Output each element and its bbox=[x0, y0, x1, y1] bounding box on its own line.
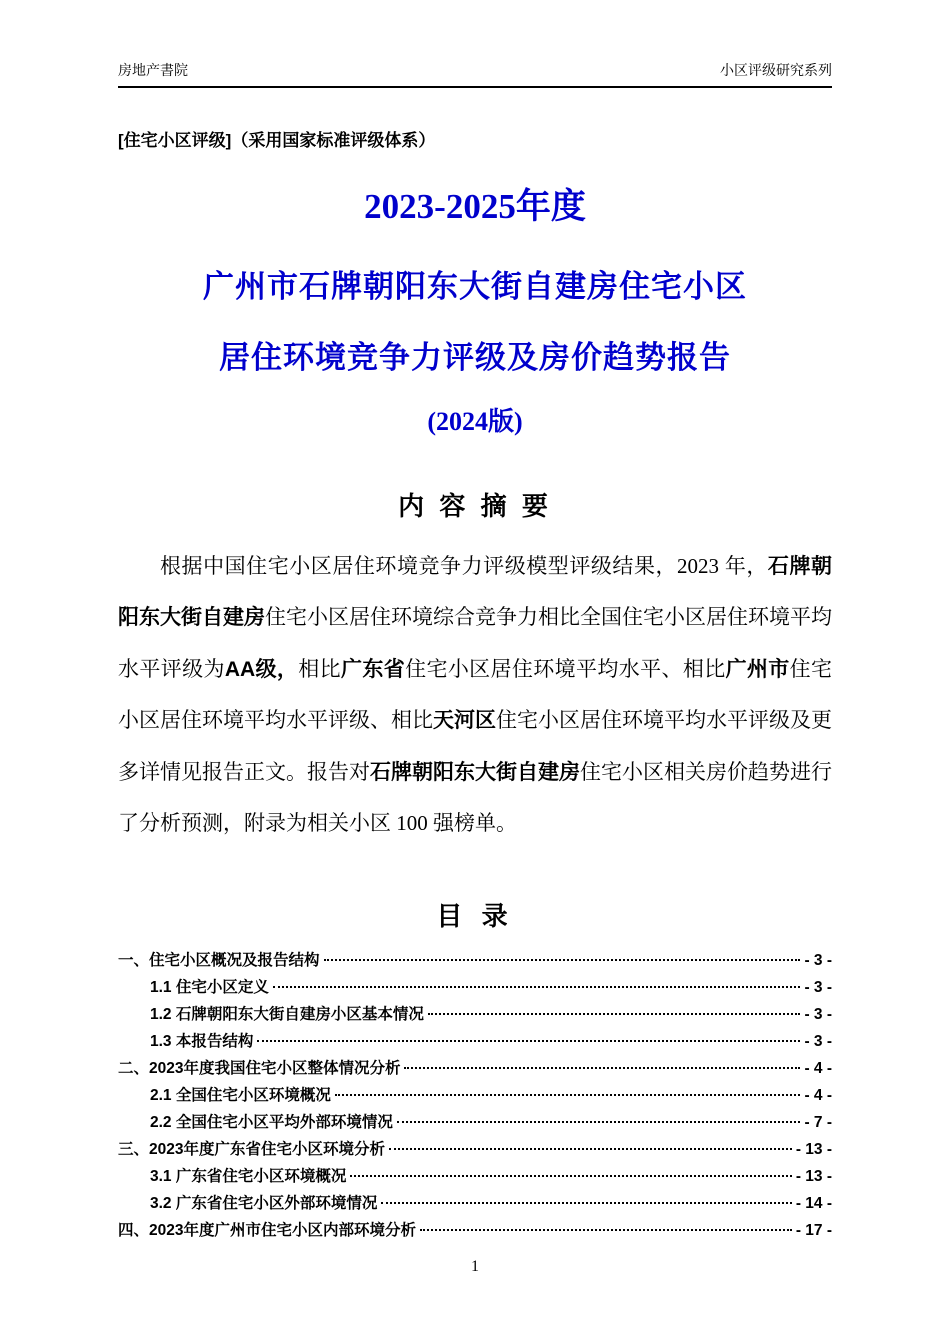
toc-item-page: - 13 - bbox=[795, 1167, 832, 1185]
abstract-text: 住宅小区相关房价趋势进行了分析预测，附录为相关小区 100 强榜单。 bbox=[118, 759, 832, 836]
abstract-text: 住宅小区居住环境平均水平评级及更多详情见报告正文。报告对 bbox=[118, 708, 832, 784]
toc-dot-leader bbox=[257, 1040, 800, 1042]
toc-item-page: - 14 - bbox=[795, 1194, 832, 1212]
toc-item-label: 1.1 住宅小区定义 bbox=[150, 978, 269, 996]
rating-system-tagline: [住宅小区评级]（采用国家标准评级体系） bbox=[118, 131, 436, 150]
abstract-paragraph bbox=[118, 541, 832, 850]
toc-item-page: - 7 - bbox=[804, 1113, 832, 1131]
toc-dot-leader bbox=[420, 1229, 792, 1231]
toc-item[interactable] bbox=[118, 1109, 832, 1136]
toc-dot-leader bbox=[404, 1067, 800, 1069]
abstract-text: 相比 bbox=[298, 656, 341, 681]
abstract-emphasis-text: 石牌朝阳东大街自建房 bbox=[118, 555, 833, 630]
toc-item-label: 2.2 全国住宅小区平均外部环境情况 bbox=[150, 1113, 393, 1131]
toc-item[interactable] bbox=[118, 1190, 832, 1217]
abstract-emphasis-text: AA级， bbox=[224, 657, 299, 681]
toc-dot-leader bbox=[389, 1148, 792, 1150]
abstract-emphasis-text: 石牌朝阳东大街自建房 bbox=[370, 760, 580, 784]
toc-item-page: - 3 - bbox=[804, 1032, 832, 1050]
report-title-block bbox=[118, 179, 832, 438]
toc-item[interactable] bbox=[118, 1028, 832, 1055]
toc-dot-leader bbox=[324, 959, 801, 961]
header-left-text: 房地产書院 bbox=[118, 64, 188, 79]
title-year-range: 2023-2025年度 bbox=[364, 187, 586, 226]
toc-dot-leader bbox=[335, 1094, 801, 1096]
page-number: 1 bbox=[471, 1258, 479, 1275]
toc-item-page: - 4 - bbox=[804, 1059, 832, 1077]
abstract-text: 住宅小区居住环境平均水平、相比 bbox=[405, 656, 726, 681]
toc-dot-leader bbox=[381, 1202, 791, 1204]
toc-item-page: - 13 - bbox=[795, 1140, 832, 1158]
toc-item[interactable] bbox=[118, 974, 832, 1001]
toc-dot-leader bbox=[397, 1121, 801, 1123]
toc-item-page: - 3 - bbox=[804, 978, 832, 996]
abstract-emphasis-text: 广东省 bbox=[341, 657, 406, 681]
toc-item[interactable] bbox=[118, 1163, 832, 1190]
toc-item[interactable] bbox=[118, 947, 832, 974]
abstract-text: 住宅小区居住环境平均水平评级、相比 bbox=[118, 656, 833, 733]
toc-item[interactable] bbox=[118, 1136, 832, 1163]
toc-item-page: - 17 - bbox=[795, 1221, 832, 1239]
header-right-text: 小区评级研究系列 bbox=[720, 64, 832, 79]
toc-item[interactable] bbox=[118, 1001, 832, 1028]
abstract-text: 根据中国住宅小区居住环境竞争力评级模型评级结果，2023 年， bbox=[160, 554, 768, 578]
toc-item[interactable] bbox=[118, 1082, 832, 1109]
abstract-text: 住宅小区居住环境综合竞争力相比全国住宅小区居住环境平均水平评级为 bbox=[118, 605, 832, 681]
toc-list bbox=[118, 947, 832, 1244]
title-line-community: 广州市石牌朝阳东大街自建房住宅小区 bbox=[203, 269, 747, 304]
toc-item-label: 2.1 全国住宅小区环境概况 bbox=[150, 1086, 331, 1104]
title-edition: (2024版) bbox=[427, 407, 523, 436]
toc-dot-leader bbox=[428, 1013, 801, 1015]
toc-item-label: 3.2 广东省住宅小区外部环境情况 bbox=[150, 1194, 378, 1212]
toc-heading: 目 录 bbox=[436, 900, 514, 931]
toc-item-label: 二、2023年度我国住宅小区整体情况分析 bbox=[118, 1059, 401, 1077]
toc-item-page: - 3 - bbox=[804, 951, 832, 969]
toc-dot-leader bbox=[350, 1175, 791, 1177]
abstract-heading: 内 容 摘 要 bbox=[398, 491, 552, 521]
title-line-report: 居住环境竞争力评级及房价趋势报告 bbox=[219, 340, 731, 375]
toc-item[interactable] bbox=[118, 1055, 832, 1082]
toc-item-label: 四、2023年度广州市住宅小区内部环境分析 bbox=[118, 1221, 416, 1239]
toc-item-label: 3.1 广东省住宅小区环境概况 bbox=[150, 1167, 347, 1185]
toc-item-label: 1.2 石牌朝阳东大街自建房小区基本情况 bbox=[150, 1005, 424, 1023]
toc-item-label: 三、2023年度广东省住宅小区环境分析 bbox=[118, 1140, 385, 1158]
page-header bbox=[118, 60, 832, 88]
toc-item-label: 1.3 本报告结构 bbox=[150, 1032, 254, 1050]
toc-item-label: 一、住宅小区概况及报告结构 bbox=[118, 951, 320, 969]
toc-item[interactable] bbox=[118, 1217, 832, 1244]
page-footer bbox=[0, 1258, 950, 1276]
toc-item-page: - 4 - bbox=[804, 1086, 832, 1104]
toc-dot-leader bbox=[273, 986, 801, 988]
abstract-emphasis-text: 广州市 bbox=[725, 657, 790, 681]
toc-item-page: - 3 - bbox=[804, 1005, 832, 1023]
abstract-emphasis-text: 天河区 bbox=[433, 709, 496, 733]
